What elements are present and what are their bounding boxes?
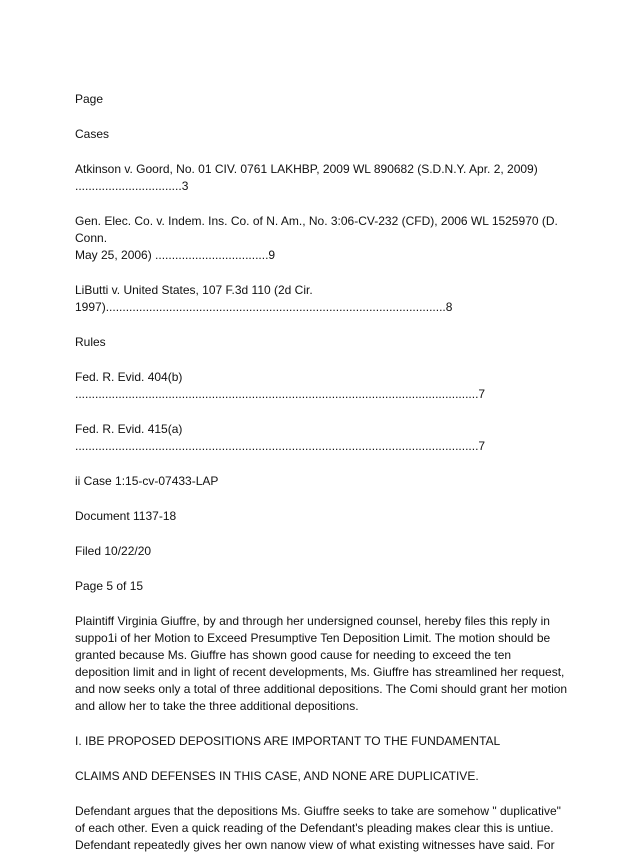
case-entry-libutti — [75, 282, 568, 316]
case-citation: LiButti v. United States, 107 F.3d 110 (2d Cir. — [75, 283, 313, 297]
page-count-line: Page 5 of 15 — [75, 579, 144, 593]
rule-entry-404b — [75, 369, 568, 403]
case-number-line: ii Case 1:15-cv-07433-LAP — [75, 474, 219, 488]
section-heading-line-1: I. IBE PROPOSED DEPOSITIONS ARE IMPORTANT TO THE FUNDAMENTAL — [75, 734, 501, 748]
intro-paragraph: Plaintiff Virginia Giuffre, by and through her undersigned counsel, hereby files this reply in suppo1i of her Motion to Exceed Presumptive Ten Deposition Limit. The motion should be granted because Ms. Giuffre has shown good cause for needing to exceed the ten deposition limit and in light of recent developments, Ms. Giuffre has streamlined her request, and now seeks only a total of three additional depositions. The Comi should grant her motion and allow her to take the three additional depositions. — [75, 614, 568, 713]
rule-citation: Fed. R. Evid. 404(b) — [75, 370, 183, 384]
case-page-leader: May 25, 2006) ..................................9 — [75, 248, 276, 262]
page-label: Page — [75, 92, 104, 106]
case-entry-atkinson — [75, 161, 568, 195]
rule-page-leader: .........................................................................................................................7 — [75, 387, 486, 401]
rule-page-leader: .........................................................................................................................7 — [75, 439, 486, 453]
section-heading-line-2: CLAIMS AND DEFENSES IN THIS CASE, AND NONE ARE DUPLICATIVE. — [75, 769, 479, 783]
case-citation: Atkinson v. Goord, No. 01 CIV. 0761 LAKHBP, 2009 WL 890682 (S.D.N.Y. Apr. 2, 2009) — [75, 162, 538, 176]
case-page-leader: ................................3 — [75, 179, 189, 193]
rule-citation: Fed. R. Evid. 415(a) — [75, 422, 183, 436]
filed-date-line: Filed 10/22/20 — [75, 544, 152, 558]
case-page-leader: 1997)......................................................................................................8 — [75, 300, 453, 314]
cases-heading: Cases — [75, 127, 110, 141]
document-number-line: Document 1137-18 — [75, 509, 177, 523]
rules-heading: Rules — [75, 335, 106, 349]
case-citation: Gen. Elec. Co. v. Indem. Ins. Co. of N. Am., No. 3:06-CV-232 (CFD), 2006 WL 1525970 (D. Conn. — [75, 214, 558, 245]
case-entry-gen-elec — [75, 213, 568, 264]
argument-paragraph: Defendant argues that the depositions Ms. Giuffre seeks to take are somehow " duplicative" of each other. Even a quick reading of the Defendant's pleading makes clear this is untiue. Defendant repeatedly gives her own nanow view of what existing witnesses have said. For — [75, 804, 561, 852]
rule-entry-415a — [75, 421, 568, 455]
